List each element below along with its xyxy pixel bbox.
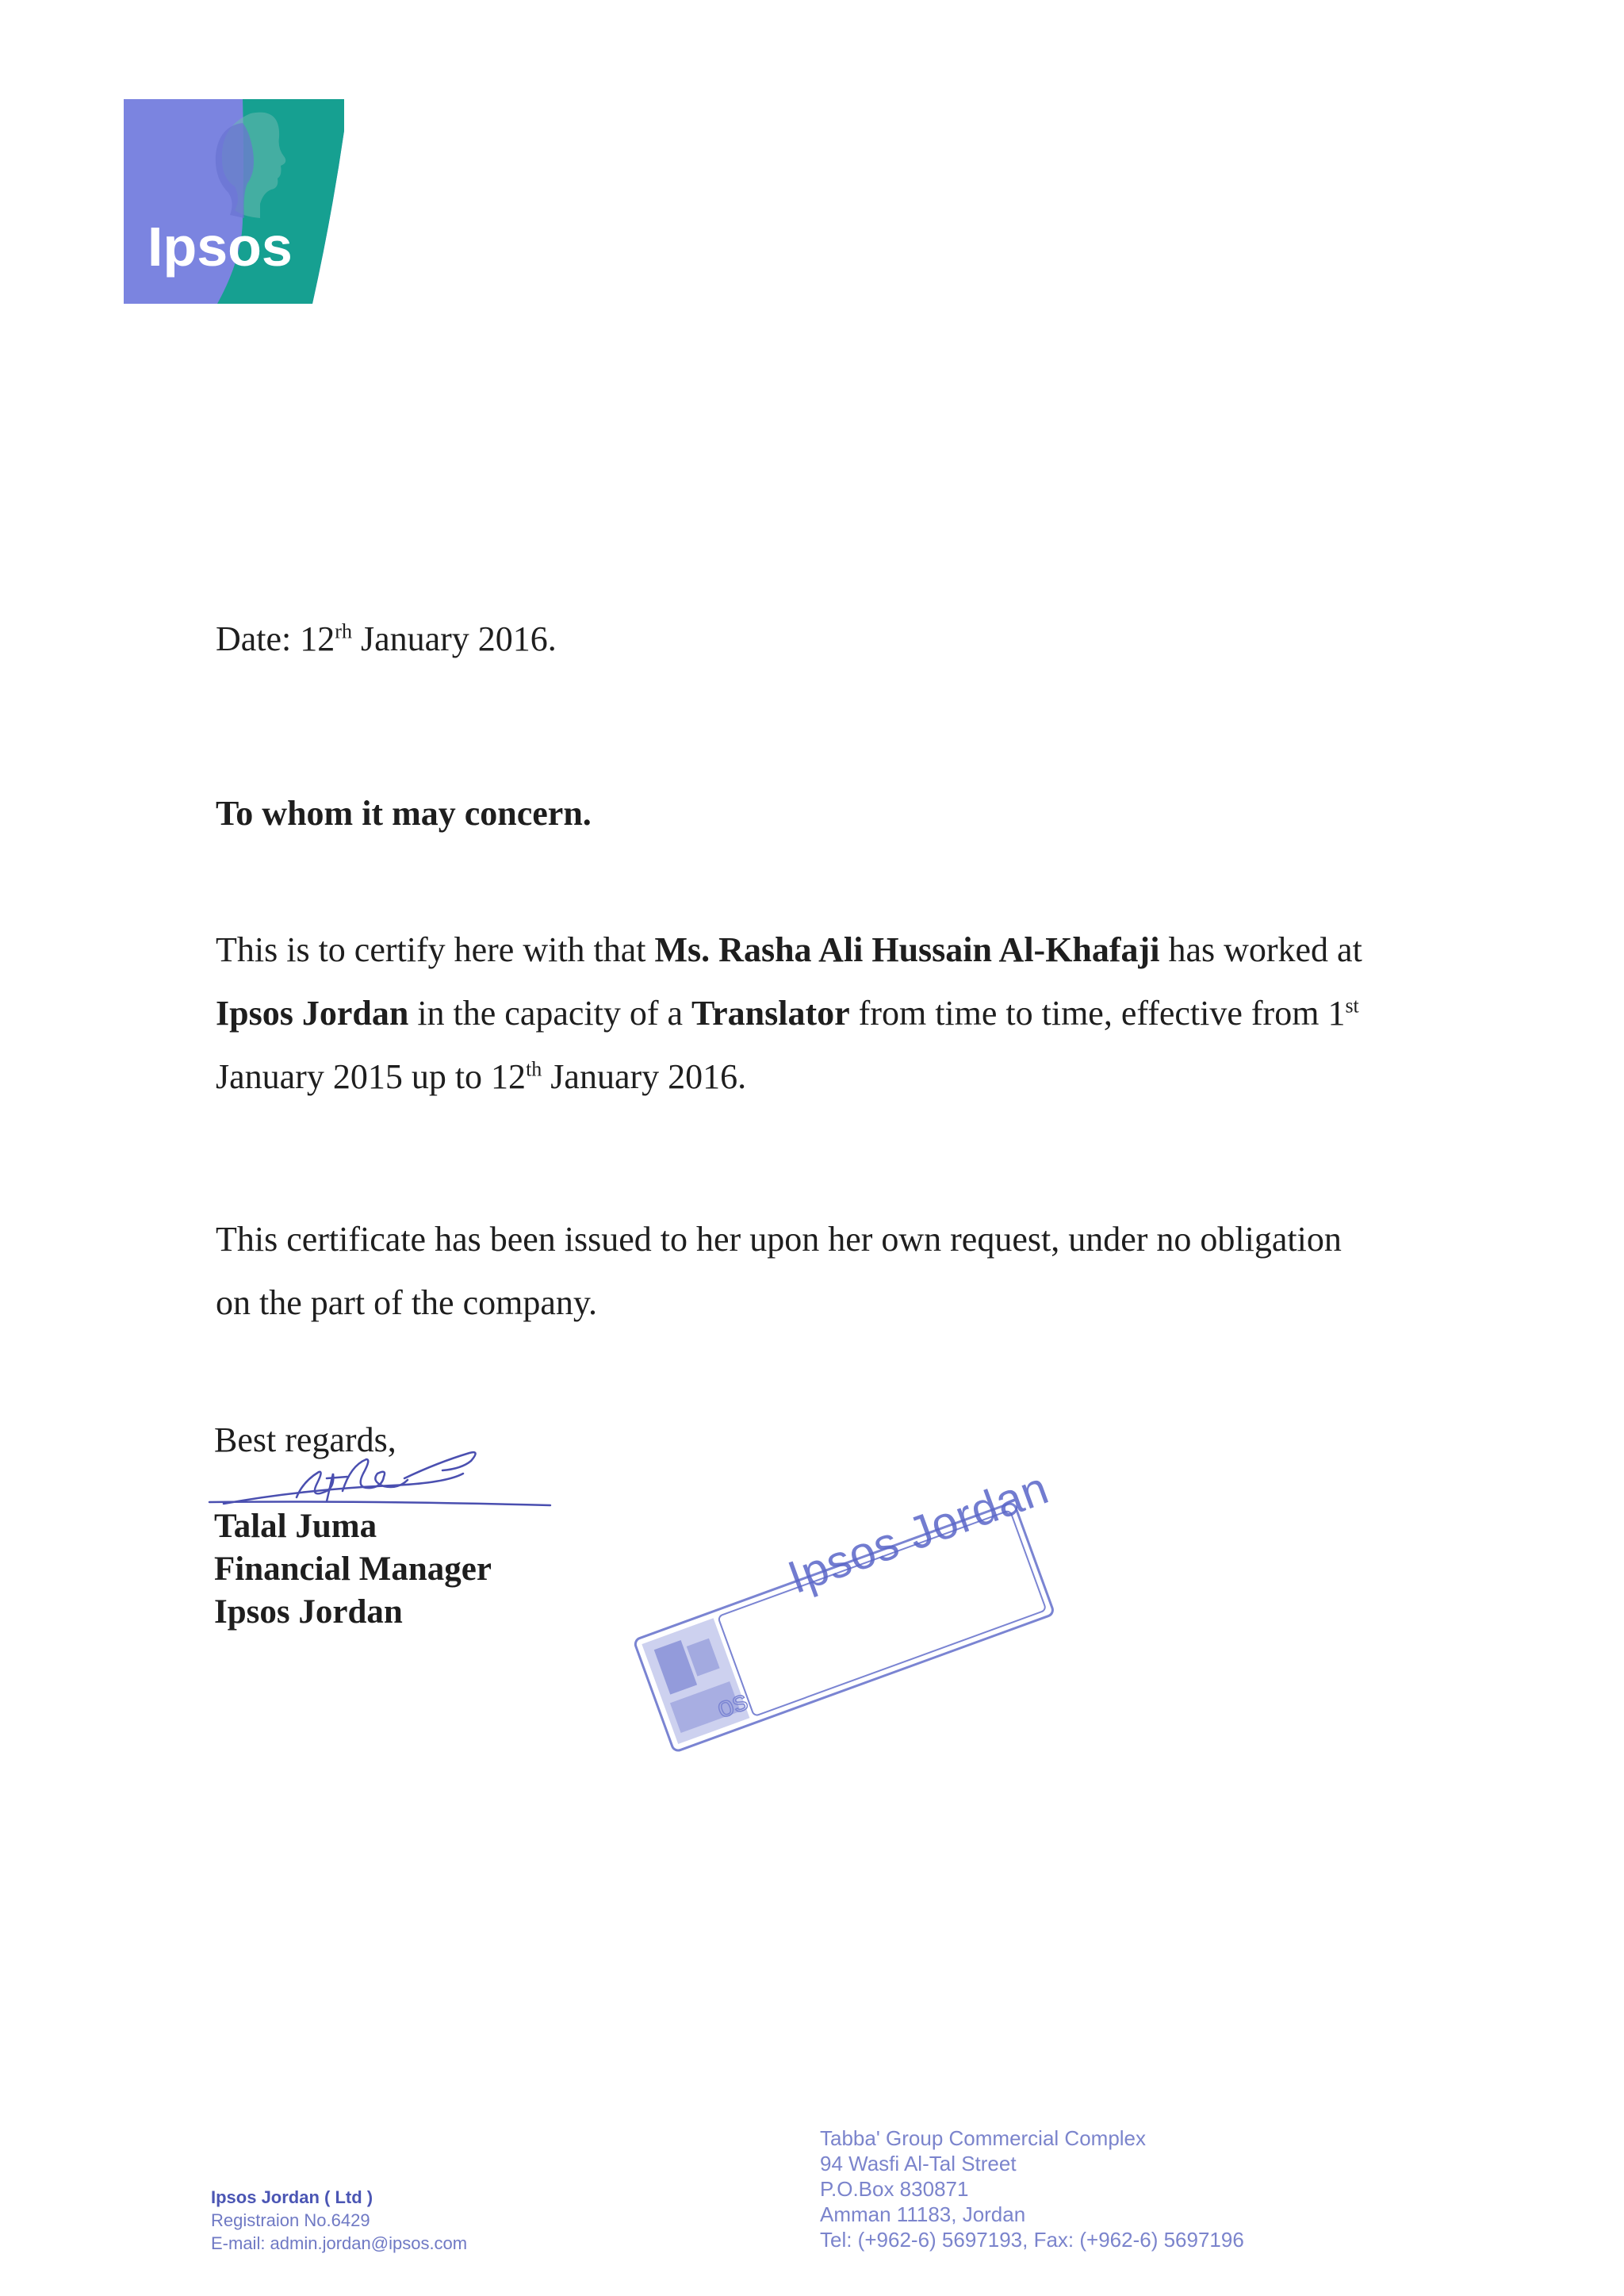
footer-address-line2: 94 Wasfi Al-Tal Street: [820, 2152, 1017, 2175]
footer-address: [820, 2125, 1244, 2252]
paragraph1-line1: [216, 918, 1461, 982]
signatory-name: Talal Juma: [214, 1508, 377, 1545]
signatory-title: Financial Manager: [214, 1550, 492, 1588]
ipsos-logo-graphic: [124, 99, 344, 304]
footer-address-line4: Amman 11183, Jordan: [820, 2202, 1026, 2226]
footer-registration: Registraion No.6429: [211, 2210, 370, 2230]
paragraph1-line2: [216, 982, 1461, 1045]
paragraph2-line2: on the part of the company.: [216, 1283, 597, 1322]
footer-address-line3: P.O.Box 830871: [820, 2177, 969, 2201]
p1-text-b: has worked at: [1159, 930, 1362, 969]
certification-paragraph: [216, 918, 1461, 1109]
date-prefix: Date: 12: [216, 619, 335, 658]
p1-text-a: This is to certify here with that: [216, 930, 655, 969]
company-name: Ipsos Jordan: [216, 994, 409, 1033]
p1-text-c: in the capacity of a: [408, 994, 692, 1033]
date-rest: January 2016.: [351, 619, 557, 658]
footer-email: E-mail: admin.jordan@ipsos.com: [211, 2233, 468, 2253]
footer-address-line1: Tabba' Group Commercial Complex: [820, 2126, 1147, 2150]
p1-text-f: January 2016.: [542, 1057, 747, 1096]
signatory-company: Ipsos Jordan: [214, 1593, 403, 1631]
ipsos-logo: [124, 99, 344, 304]
ordinal-st: st: [1345, 994, 1359, 1018]
paragraph2-line1: This certificate has been issued to her upon her own request, under no obligation: [216, 1220, 1342, 1259]
closing: Best regards,: [214, 1420, 396, 1459]
footer-contact: Tel: (+962-6) 5697193, Fax: (+962-6) 5697196: [820, 2228, 1244, 2252]
job-role: Translator: [691, 994, 850, 1033]
date-ordinal: rh: [335, 619, 352, 643]
stamp-text: Ipsos Jordan: [781, 1462, 1055, 1604]
paragraph1-line3: [216, 1045, 1461, 1109]
p1-text-e: January 2015 up to 12: [216, 1057, 527, 1096]
signatory-block: [214, 1505, 492, 1634]
footer-company-name: Ipsos Jordan ( Ltd ): [211, 2187, 373, 2207]
ordinal-th: th: [526, 1057, 542, 1081]
salutation: To whom it may concern.: [216, 794, 592, 833]
ipsos-logo-text: Ipsos: [147, 216, 293, 278]
p1-text-d: from time to time, effective from 1: [849, 994, 1346, 1033]
letter-date: [216, 617, 557, 661]
svg-text:os: os: [712, 1683, 752, 1725]
footer-company-info: [211, 2186, 467, 2255]
employee-name: Ms. Rasha Ali Hussain Al-Khafaji: [654, 930, 1160, 969]
issuance-paragraph: [216, 1208, 1461, 1335]
